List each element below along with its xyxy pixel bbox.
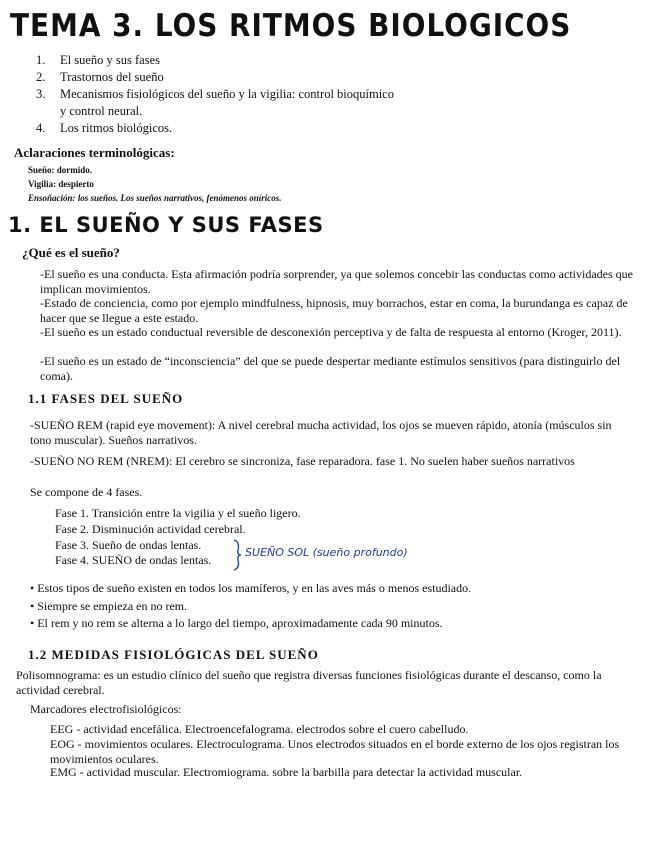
page-title: TEMA 3. LOS RITMOS BIOLOGICOS [10, 8, 572, 44]
phase-item: Fase 1. Transición entre la vigilia y el sueño ligero. [55, 506, 301, 520]
paragraph: -El sueño es un estado conductual reversible de desconexión perceptiva y de falta de respuesta al entorno (Kroger, 2011). [40, 325, 622, 339]
handwritten-note: SUEÑO SOL (sueño profundo) [245, 546, 408, 559]
bullet-icon: • [30, 599, 38, 613]
toc-text: Mecanismos fisiológicos del sueño y la vigilia: control bioquímico y control neural. [60, 87, 394, 118]
phase-item: Fase 3. Sueño de ondas lentas. [55, 538, 202, 552]
phase-item: Fase 4. SUEÑO de ondas lentas. [55, 553, 212, 567]
toc-text: Los ritmos biológicos. [60, 121, 173, 135]
marker-item: EOG - movimientos oculares. Electroculograma. Unos electrodos situados en el borde externo de los ojos registran los movimientos oculares. [50, 737, 620, 766]
polysomnography-paragraph: Polisomnograma: es un estudio clínico del sueño que registra diversas funciones fisiológicas durante el descanso, como la actividad cerebral. [16, 668, 602, 697]
toc-number: 2. [36, 70, 46, 84]
bullet-item [30, 581, 640, 596]
brace-icon [230, 538, 244, 572]
toc-text: El sueño y sus fases [60, 53, 160, 67]
bullet-icon: • [30, 616, 38, 630]
marker-item: EEG - actividad encefálica. Electroencefalograma. electrodos sobre el cuero cabelludo. [50, 722, 469, 736]
paragraph: -El sueño es una conducta. Esta afirmación podría sorprender, ya que solemos concebir las conductas como actividades que implican movimientos. [40, 267, 633, 296]
toc-text: Trastornos del sueño [60, 70, 164, 84]
toc-item [36, 69, 416, 86]
question-heading: ¿Qué es el sueño? [22, 245, 120, 260]
clarification-item: Ensoñación: los sueños. Los sueños narrativos, fenómenos oníricos. [28, 193, 282, 203]
toc-item [36, 52, 416, 69]
toc-item [36, 120, 416, 137]
phases-intro: Se compone de 4 fases. [30, 485, 143, 499]
subsection-heading-1-1: 1.1 FASES DEL SUEÑO [28, 391, 184, 406]
bullet-text: El rem y no rem se alterna a lo largo del tiempo, aproximadamente cada 90 minutos. [37, 616, 443, 630]
toc-item [36, 86, 416, 120]
rem-paragraph: -SUEÑO REM (rapid eye movement): A nivel cerebral mucha actividad, los ojos se mueven rápido, atonía (músculos sin tono muscular). Sueños narrativos. [30, 418, 612, 447]
clarification-item: Vigilia: despierto [28, 179, 94, 189]
nrem-paragraph: -SUEÑO NO REM (NREM): El cerebro se sincroniza, fase reparadora. fase 1. No suelen haber sueños narrativos [30, 454, 575, 468]
toc-number: 4. [36, 121, 46, 135]
bullet-text: Estos tipos de sueño existen en todos los mamíferos, y en las aves más o menos estudiado. [37, 581, 472, 595]
markers-label: Marcadores electrofisiológicos: [30, 702, 182, 716]
toc-number: 3. [36, 87, 46, 101]
section-heading-1: 1. EL SUEÑO Y SUS FASES [8, 213, 324, 237]
phase-item: Fase 2. Disminución actividad cerebral. [55, 522, 246, 536]
clarification-item: Sueño: dormido. [28, 165, 93, 175]
bullet-item [30, 616, 640, 631]
paragraph: -El sueño es un estado de “inconsciencia” del que se puede despertar mediante estímulos sensitivos (para distinguirlo del coma). [40, 354, 621, 383]
marker-item: EMG - actividad muscular. Electromiograma. sobre la barbilla para detectar la actividad muscular. [50, 765, 523, 779]
bullet-text: Siempre se empieza en no rem. [37, 599, 188, 613]
bullet-item [30, 599, 640, 614]
toc-number: 1. [36, 53, 46, 67]
paragraph: -Estado de conciencia, como por ejemplo mindfulness, hipnosis, muy borrachos, estar en coma, la burundanga es capaz de hacer que se llegue a este estado. [40, 296, 628, 325]
table-of-contents [36, 52, 416, 137]
bullet-icon: • [30, 581, 38, 595]
subsection-heading-1-2: 1.2 MEDIDAS FISIOLÓGICAS DEL SUEÑO [28, 647, 319, 662]
clarifications-heading: Aclaraciones terminológicas: [14, 145, 175, 160]
